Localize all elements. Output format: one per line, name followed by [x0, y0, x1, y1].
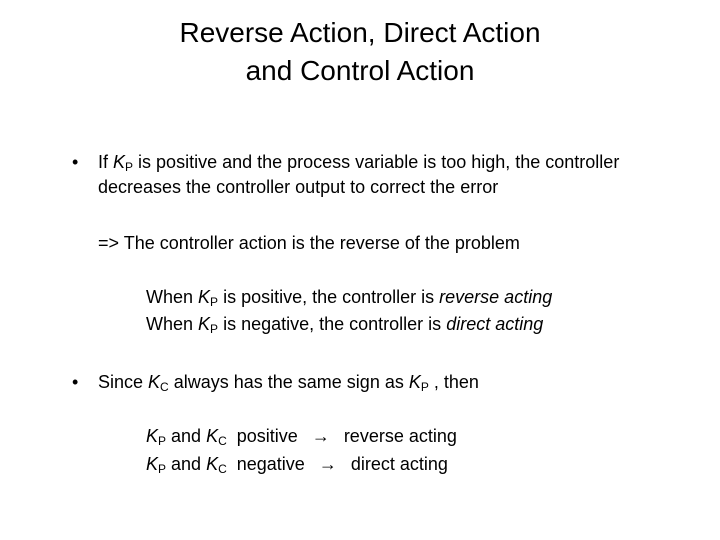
case-2-pre: When [146, 314, 199, 334]
var-k: K [206, 454, 219, 474]
summary-row-2 [146, 452, 448, 481]
summary-row-1 [146, 424, 457, 453]
var-k: K [198, 314, 211, 334]
bullet-2-post: , then [428, 372, 479, 392]
var-k: K [408, 372, 421, 392]
summary-1-result: reverse acting [343, 426, 457, 446]
summary-1-condition: positive [226, 426, 298, 446]
var-k-subscript: P [158, 462, 167, 476]
var-k: K [113, 152, 126, 172]
case-1-emphasis: reverse acting [439, 287, 553, 307]
bullet-2-line [98, 370, 479, 399]
bullet-2-pre: Since [98, 372, 149, 392]
case-2-mid: is negative, the controller is [218, 314, 447, 334]
conclusion-line: => The controller action is the reverse of the problem [98, 233, 520, 253]
slide-title-line-2: and Control Action [245, 55, 475, 86]
bullet-1-pre: If [98, 152, 114, 172]
case-1-pre: When [146, 287, 199, 307]
case-row-2 [146, 312, 543, 341]
bullet-marker-2: • [72, 372, 79, 392]
var-k-subscript: C [218, 434, 227, 448]
var-k: K [146, 426, 159, 446]
bullet-2-mid: always has the same sign as [168, 372, 409, 392]
var-k: K [146, 454, 159, 474]
var-k-subscript: C [160, 380, 169, 394]
summary-2-condition: negative [226, 454, 305, 474]
slide-title-line-1: Reverse Action, Direct Action [179, 17, 541, 48]
var-k-subscript: P [158, 434, 167, 448]
bullet-marker-1: • [72, 152, 79, 172]
var-k-subscript: P [420, 380, 429, 394]
summary-2-result: direct acting [350, 454, 448, 474]
case-1-mid: is positive, the controller is [218, 287, 440, 307]
var-k-subscript: P [210, 322, 219, 336]
var-k-subscript: C [218, 462, 227, 476]
right-arrow-icon: → [311, 426, 330, 446]
var-k-subscript: P [125, 160, 134, 174]
bullet-1-line-2: decreases the controller output to correct the error [98, 177, 499, 197]
var-k-subscript: P [210, 295, 219, 309]
var-k: K [206, 426, 219, 446]
summary-2-and: and [166, 454, 207, 474]
summary-1-and: and [166, 426, 207, 446]
var-k: K [148, 372, 161, 392]
right-arrow-icon: → [318, 454, 337, 474]
case-2-emphasis: direct acting [446, 314, 544, 334]
bullet-1-post: is positive and the process variable is too high, the controller [133, 152, 620, 172]
var-k: K [198, 287, 211, 307]
case-row-1 [146, 285, 552, 314]
